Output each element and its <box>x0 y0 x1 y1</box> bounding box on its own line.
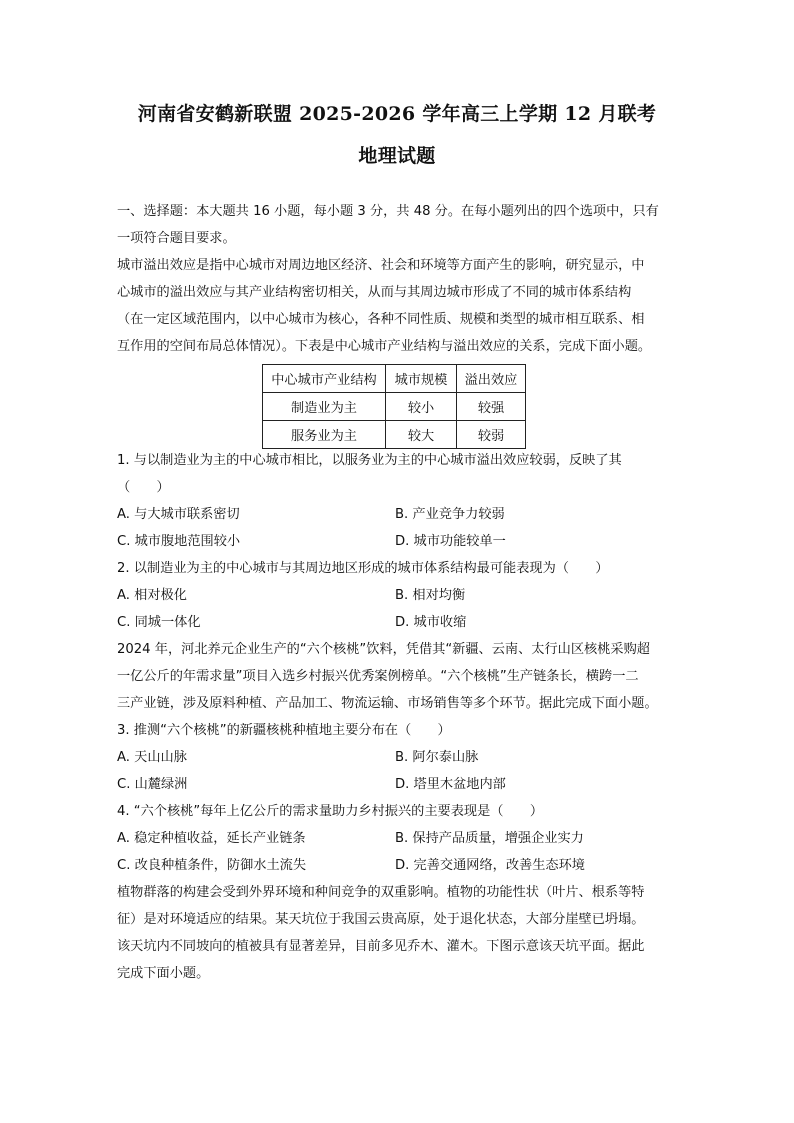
passage3-line: 该天坑内不同坡向的植被具有显著差异，目前多见乔木、灌木。下图示意该天坑平面。据此 <box>117 939 645 954</box>
question-1-blank: （ ） <box>117 480 170 495</box>
passage1-line: 城市溢出效应是指中心城市对周边地区经济、社会和环境等方面产生的影响，研究显示，中 <box>117 258 645 273</box>
question-3-option-a: A. 天山山脉 <box>117 750 187 765</box>
table-cell: 较小 <box>386 393 457 421</box>
table-row <box>263 393 526 421</box>
question-2-option-d: D. 城市收缩 <box>395 615 467 630</box>
passage3-line: 完成下面小题。 <box>117 966 210 981</box>
passage2-line: 一亿公斤的年需求量”项目入选乡村振兴优秀案例榜单。“六个核桃”生产链条长，横跨一二 <box>117 669 639 684</box>
question-4-option-b: B. 保持产品质量，增强企业实力 <box>395 831 584 846</box>
question-1-option-c: C. 城市腹地范围较小 <box>117 534 241 549</box>
table-header-cell: 城市规模 <box>386 365 457 393</box>
question-1-option-a: A. 与大城市联系密切 <box>117 507 240 522</box>
question-2-option-a: A. 相对极化 <box>117 588 187 603</box>
passage2-line: 2024 年，河北养元企业生产的“六个核桃”饮料，凭借其“新疆、云南、太行山区核桃采购超 <box>117 642 650 657</box>
question-4-option-d: D. 完善交通网络，改善生态环境 <box>395 858 585 873</box>
passage1-line: （在一定区域范围内，以中心城市为核心，各种不同性质、规模和类型的城市相互联系、相 <box>117 312 645 327</box>
passage1-line: 心城市的溢出效应与其产业结构密切相关，从而与其周边城市形成了不同的城市体系结构 <box>117 285 632 300</box>
question-1-option-b: B. 产业竞争力较弱 <box>395 507 505 522</box>
question-3-option-b: B. 阿尔泰山脉 <box>395 750 479 765</box>
table-header-row <box>263 365 526 393</box>
exam-title: 河南省安鹤新联盟 2025-2026 学年高三上学期 12 月联考 <box>137 103 657 125</box>
question-1-stem: 1. 与以制造业为主的中心城市相比，以服务业为主的中心城市溢出效应较弱，反映了其 <box>117 453 622 468</box>
table-header-cell: 溢出效应 <box>457 365 526 393</box>
question-4-option-a: A. 稳定种植收益，延长产业链条 <box>117 831 306 846</box>
question-4-option-c: C. 改良种植条件，防御水土流失 <box>117 858 307 873</box>
question-1-option-d: D. 城市功能较单一 <box>395 534 506 549</box>
question-2-option-b: B. 相对均衡 <box>395 588 466 603</box>
question-3-option-d: D. 塔里木盆地内部 <box>395 777 506 792</box>
table-cell: 较大 <box>386 421 457 449</box>
table-cell: 制造业为主 <box>263 393 386 421</box>
passage1-line: 互作用的空间布局总体情况）。下表是中心城市产业结构与溢出效应的关系，完成下面小题。 <box>117 339 652 354</box>
passage3-line: 植物群落的构建会受到外界环境和种间竞争的双重影响。植物的功能性状（叶片、根系等特 <box>117 885 645 900</box>
question-3-option-c: C. 山麓绿洲 <box>117 777 188 792</box>
table-cell: 较弱 <box>457 421 526 449</box>
section-instructions: 一、选择题：本大题共 16 小题，每小题 3 分，共 48 分。在每小题列出的四个选项中，只有 <box>117 204 659 219</box>
table-cell: 较强 <box>457 393 526 421</box>
question-2-option-c: C. 同城一体化 <box>117 615 201 630</box>
table-header-cell: 中心城市产业结构 <box>263 365 386 393</box>
table-cell: 服务业为主 <box>263 421 386 449</box>
exam-subtitle: 地理试题 <box>358 145 436 167</box>
question-4-stem: 4. “六个核桃”每年上亿公斤的需求量助力乡村振兴的主要表现是（ ） <box>117 804 544 819</box>
question-3-stem: 3. 推测“六个核桃”的新疆核桃种植地主要分布在（ ） <box>117 723 451 738</box>
section-instructions-cont: 一项符合题目要求。 <box>117 231 236 246</box>
question-2-stem: 2. 以制造业为主的中心城市与其周边地区形成的城市体系结构最可能表现为（ ） <box>117 561 609 576</box>
industry-spillover-table <box>262 364 526 449</box>
passage2-line: 三产业链，涉及原料种植、产品加工、物流运输、市场销售等多个环节。据此完成下面小题。 <box>117 696 658 711</box>
table-row <box>263 421 526 449</box>
passage3-line: 征）是对环境适应的结果。某天坑位于我国云贵高原，处于退化状态，大部分崖壁已坍塌。 <box>117 912 645 927</box>
